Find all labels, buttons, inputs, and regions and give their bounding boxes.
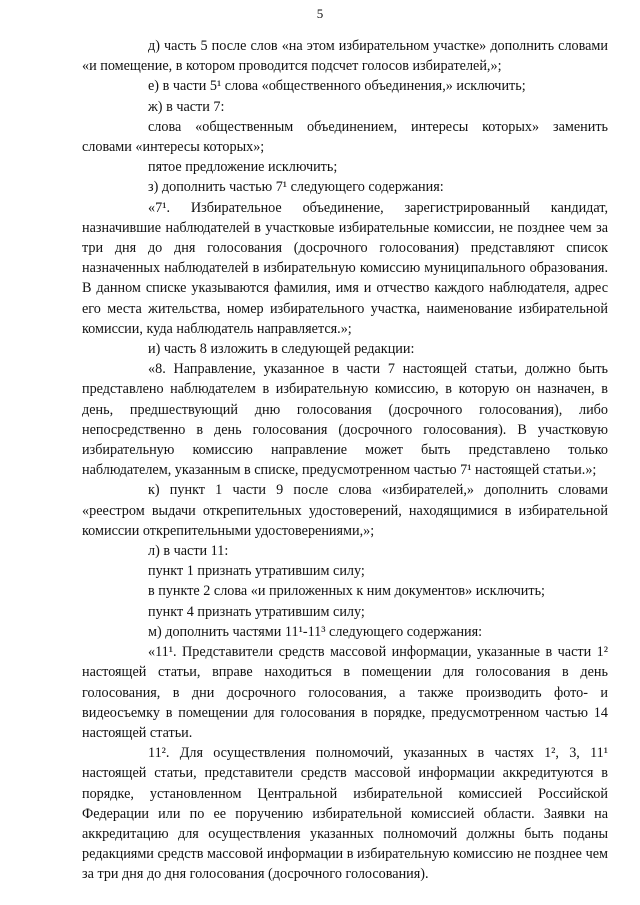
paragraph-d: д) часть 5 после слов «на этом избирательном участке» дополнить словами «и помещение, в котором проводится подсчет голосов избирателей,»;	[82, 38, 608, 75]
paragraph-k: к) пункт 1 части 9 после слова «избирателей,» дополнить словами «реестром выдачи открепительных удостоверений, находящимися в избирательной комиссии открепительными удостоверениями,»;	[82, 482, 608, 539]
paragraph-part-8: «8. Направление, указанное в части 7 настоящей статьи, должно быть представлено наблюдателем в избирательную комиссию, в которую он назначен, в день, предшествующий дню голосования (досрочного голосования), либо непосредственно в день голосования (досрочного голосования). В участковую избирательную комиссию направление может быть представлено только наблюдателем, указанным в списке, предусмотренном частью 7¹ настоящей статьи.»;	[82, 361, 608, 479]
paragraph-zh-fifth-sentence: пятое предложение исключить;	[148, 159, 338, 176]
paragraph-l: л) в части 11:	[148, 543, 229, 560]
paragraph-l-item-1: пункт 1 признать утратившим силу;	[148, 563, 365, 580]
paragraph-zh: ж) в части 7:	[148, 98, 225, 115]
paragraph-m: м) дополнить частями 11¹-11³ следующего содержания:	[148, 623, 483, 640]
document-body	[82, 36, 608, 885]
paragraph-part-11-2: 11². Для осуществления полномочий, указанных в частях 1², 3, 11¹ настоящей статьи, представители средств массовой информации аккредитуются в порядке, установленном Центральной избирательной комиссией Российской Федерации или по ее поручению избирательной комиссией области. Заявки на аккредитацию для осуществления указанных полномочий должны быть поданы редакциями средств массовой информации в избирательную комиссию не позднее чем за три дня до дня голосования (досрочного голосования).	[82, 745, 608, 883]
paragraph-e: е) в части 5¹ слова «общественного объединения,» исключить;	[148, 78, 526, 95]
paragraph-zh-words: слова «общественным объединением, интересы которых» заменить словами «интересы которых»;	[82, 118, 608, 156]
paragraph-i: и) часть 8 изложить в следующей редакции:	[148, 341, 415, 358]
paragraph-z: з) дополнить частью 7¹ следующего содержания:	[148, 179, 444, 196]
page-number: 5	[316, 6, 324, 21]
paragraph-l-item-2: в пункте 2 слова «и приложенных к ним документов» исключить;	[148, 583, 545, 600]
paragraph-part-11-1: «11¹. Представители средств массовой информации, указанные в части 1² настоящей статьи, вправе находиться в помещении для голосования в день голосования, в дни досрочного голосования, а также производить фото- и видеосъемку в помещении для голосования в порядке, предусмотренном частью 14 настоящей статьи.	[82, 644, 608, 741]
paragraph-part-7-1: «7¹. Избирательное объединение, зарегистрированный кандидат, назначившие наблюдателей в участковые избирательные комиссии, не позднее чем за три дня до дня голосования (досрочного голосования) представляют список назначенных наблюдателей в избирательную комиссию муниципального образования. В данном списке указываются фамилия, имя и отчество каждого наблюдателя, адрес его места жительства, номер избирательного участка, наименование избирательной комиссии, куда наблюдатель направляется.»;	[82, 199, 608, 337]
paragraph-l-item-4: пункт 4 признать утратившим силу;	[148, 603, 365, 620]
